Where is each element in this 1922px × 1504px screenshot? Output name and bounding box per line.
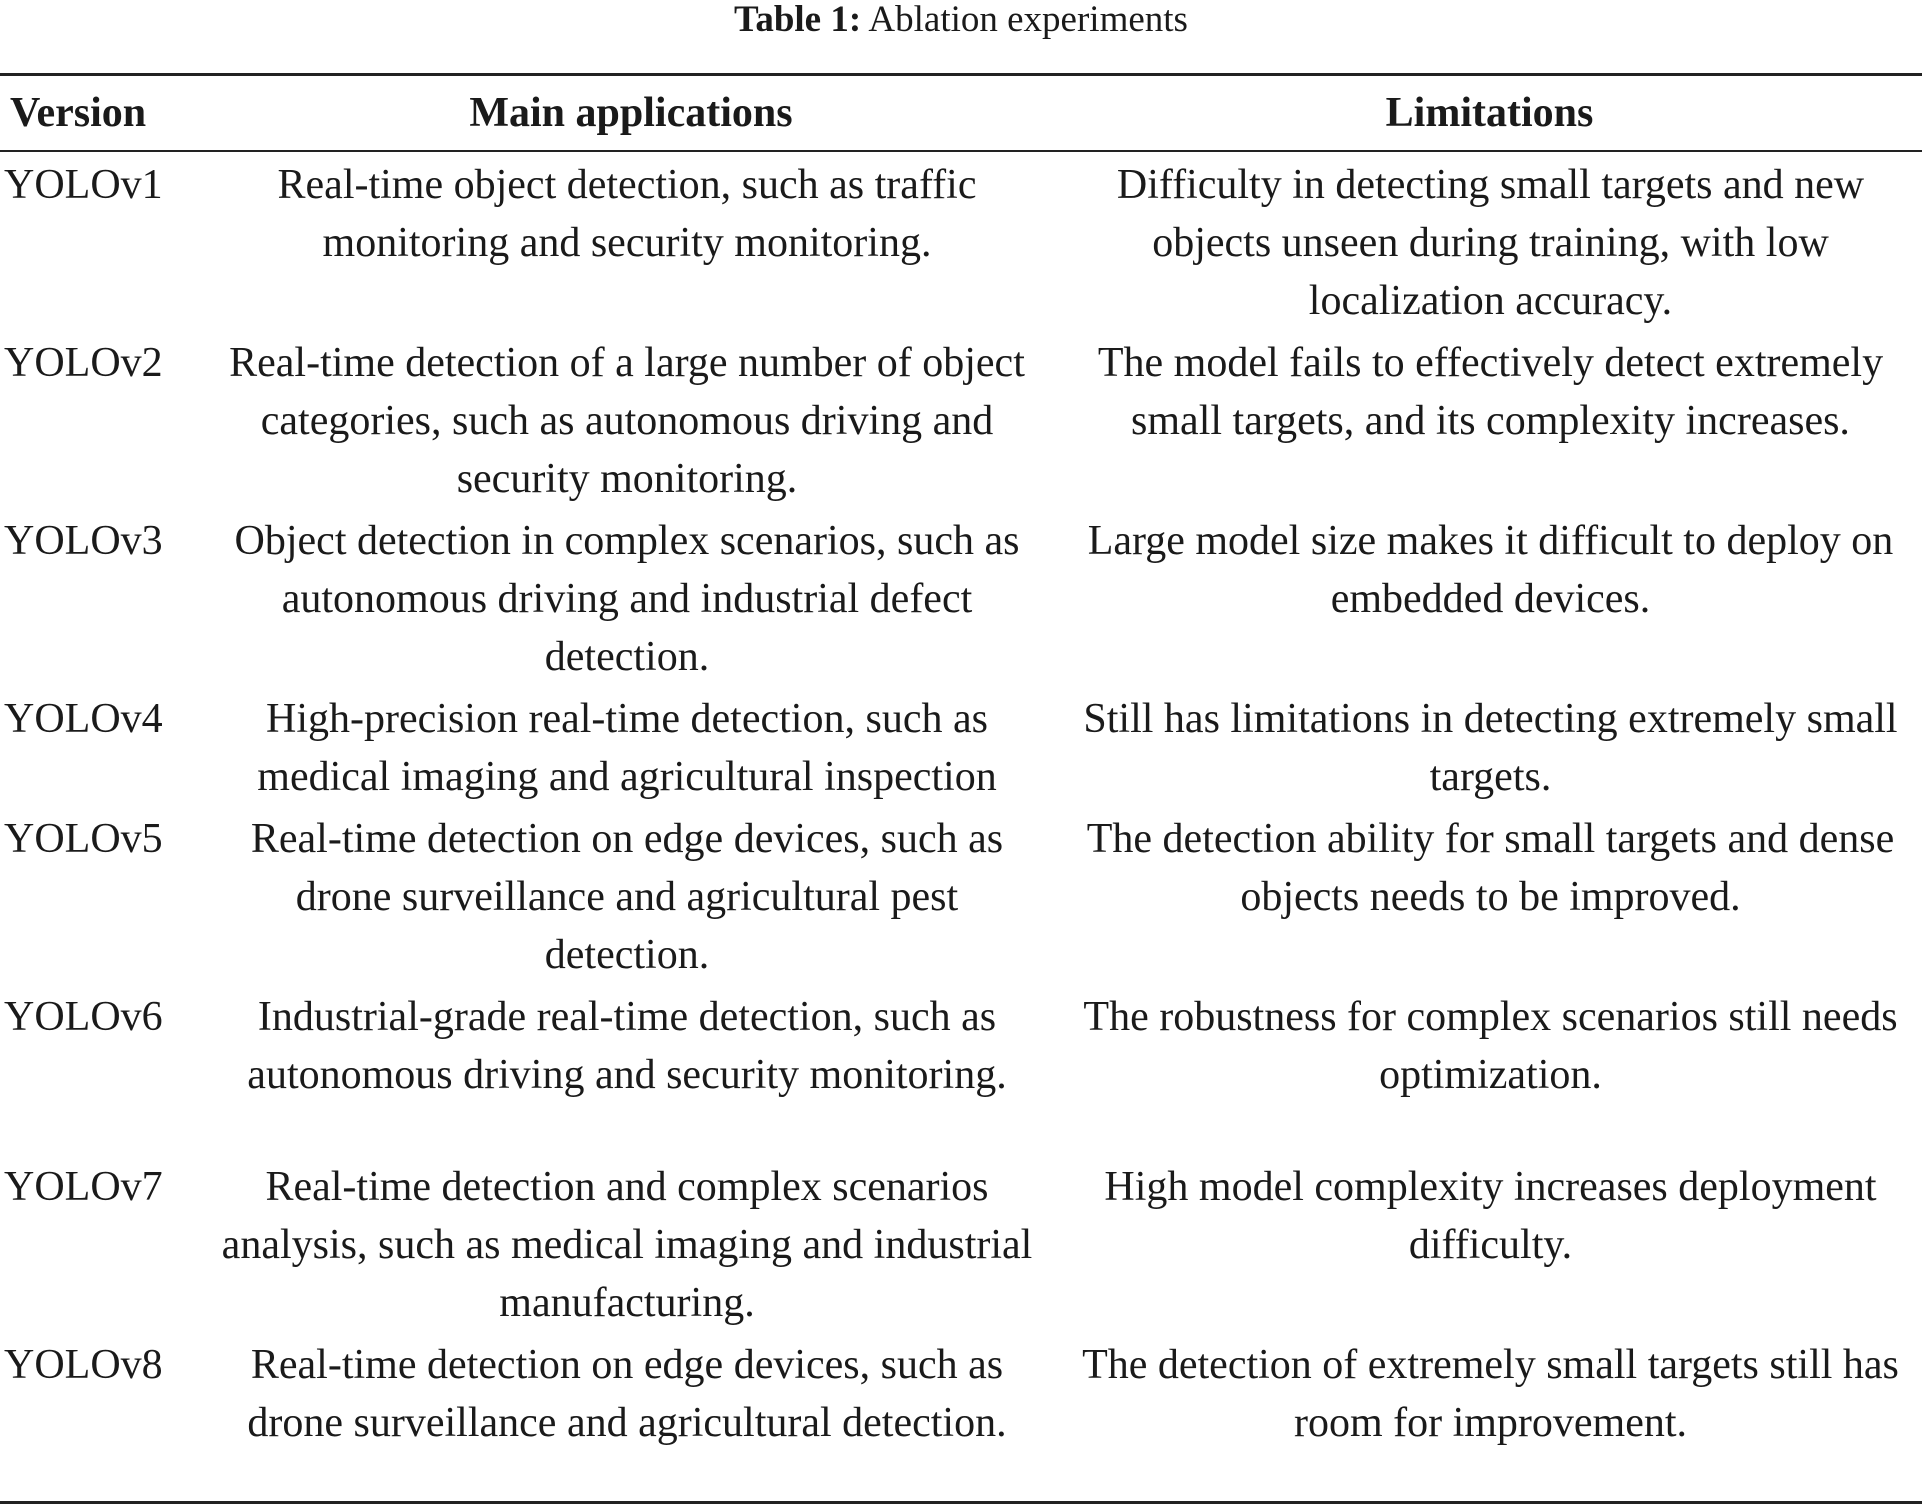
header-version: Version (10, 90, 147, 136)
table-caption-text: Ablation experiments (868, 0, 1188, 40)
header-limitations: Limitations (1385, 90, 1594, 136)
table-row (0, 984, 1922, 1154)
cell-main-applications: Real-time detection and complex scenarios analysis, such as medical imaging and industrial manufacturing. (221, 1164, 1033, 1326)
cell-version: YOLOv2 (4, 340, 163, 386)
table-header (0, 75, 1922, 152)
cell-limitations: Still has limitations in detecting extremely small targets. (1083, 696, 1898, 800)
table-row (0, 1332, 1922, 1502)
cell-version: YOLOv1 (4, 162, 163, 208)
table-row (0, 508, 1922, 686)
cell-limitations: Large model size makes it difficult to deploy on embedded devices. (1087, 518, 1894, 622)
table-row (0, 151, 1922, 330)
ablation-table (0, 73, 1922, 1504)
cell-limitations: High model complexity increases deployment difficulty. (1104, 1164, 1877, 1268)
table-row (0, 686, 1922, 806)
cell-version: YOLOv4 (4, 696, 163, 742)
cell-main-applications: Real-time detection of a large number of object categories, such as autonomous driving and security monitoring. (229, 340, 1025, 502)
table-row (0, 1154, 1922, 1332)
cell-main-applications: Real-time detection on edge devices, such as drone surveillance and agricultural detection. (247, 1342, 1007, 1446)
cell-limitations: The robustness for complex scenarios still needs optimization. (1083, 994, 1898, 1098)
cell-main-applications: Real-time object detection, such as traffic monitoring and security monitoring. (277, 162, 977, 266)
cell-version: YOLOv8 (4, 1342, 163, 1388)
cell-version: YOLOv6 (4, 994, 163, 1040)
table-caption (0, 0, 1922, 40)
cell-limitations: The model fails to effectively detect extremely small targets, and its complexity increases. (1097, 340, 1884, 444)
table-row (0, 806, 1922, 984)
cell-version: YOLOv5 (4, 816, 163, 862)
table-caption-label: Table 1: (734, 0, 862, 40)
table-row (0, 330, 1922, 508)
cell-limitations: Difficulty in detecting small targets and new objects unseen during training, with low localization accuracy. (1116, 162, 1865, 324)
cell-main-applications: High-precision real-time detection, such as medical imaging and agricultural inspection (257, 696, 997, 800)
cell-version: YOLOv7 (4, 1164, 163, 1210)
cell-limitations: The detection of extremely small targets still has room for improvement. (1082, 1342, 1899, 1446)
cell-main-applications: Real-time detection on edge devices, such as drone surveillance and agricultural pest detection. (250, 816, 1004, 978)
header-row (0, 75, 1922, 152)
cell-main-applications: Object detection in complex scenarios, such as autonomous driving and industrial defect detection. (234, 518, 1020, 680)
cell-limitations: The detection ability for small targets and dense objects needs to be improved. (1086, 816, 1895, 920)
header-main-applications: Main applications (469, 90, 793, 136)
cell-main-applications: Industrial-grade real-time detection, such as autonomous driving and security monitoring. (247, 994, 1007, 1098)
cell-version: YOLOv3 (4, 518, 163, 564)
table-body (0, 151, 1922, 1502)
